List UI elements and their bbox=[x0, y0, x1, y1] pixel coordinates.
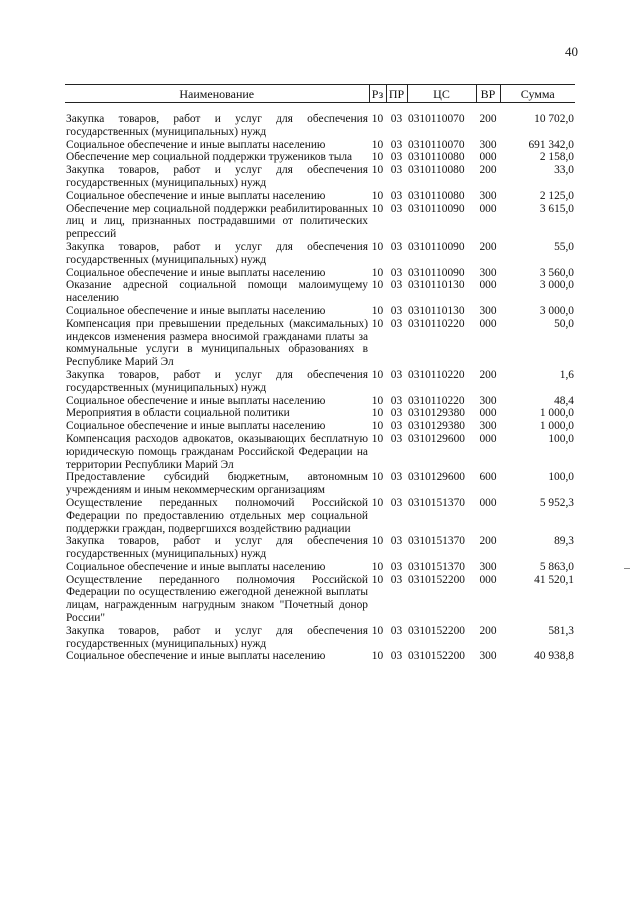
cell-pr: 03 bbox=[390, 202, 403, 215]
cell-name: Социальное обеспечение и иные выплаты населению bbox=[66, 304, 326, 317]
cell-cs: 0310110080 bbox=[408, 151, 465, 164]
table-row bbox=[65, 318, 575, 369]
cell-name: Компенсация расходов адвокатов, оказывающих бесплатную юридическую помощь гражданам Российской Федерации на территории Республики Марий Эл bbox=[66, 432, 368, 471]
cell-rz: 10 bbox=[371, 113, 384, 125]
cell-vr: 200 bbox=[479, 368, 497, 381]
cell-sum: 10 702,0 bbox=[534, 113, 574, 125]
table-row bbox=[65, 113, 575, 139]
cell-sum: 100,0 bbox=[548, 471, 574, 484]
cell-vr: 000 bbox=[479, 317, 497, 330]
cell-rz: 10 bbox=[371, 560, 384, 573]
table-row bbox=[65, 164, 575, 190]
cell-rz: 10 bbox=[371, 407, 384, 420]
cell-vr: 000 bbox=[479, 202, 497, 215]
cell-sum: 5 952,3 bbox=[539, 496, 574, 509]
cell-sum: 1 000,0 bbox=[539, 420, 574, 433]
table-row bbox=[65, 241, 575, 267]
cell-rz: 10 bbox=[371, 535, 384, 548]
header-rz: Рз bbox=[369, 85, 386, 103]
cell-name: Осуществление переданных полномочий Российской Федерации по предоставлению отдельных мер социальной поддержки граждан, подвергшихся воздействию радиации bbox=[66, 496, 368, 535]
margin-mark bbox=[624, 568, 630, 569]
cell-sum: 3 000,0 bbox=[539, 279, 574, 292]
cell-name: Закупка товаров, работ и услуг для обеспечения государственных (муниципальных) нужд bbox=[66, 240, 368, 266]
cell-name: Оказание адресной социальной помощи малоимущему населению bbox=[66, 279, 368, 305]
table-row bbox=[65, 279, 575, 305]
cell-cs: 0310110070 bbox=[408, 138, 465, 151]
header-pr: ПР bbox=[386, 85, 407, 103]
cell-pr: 03 bbox=[390, 650, 403, 663]
cell-vr: 300 bbox=[479, 560, 497, 573]
cell-name: Закупка товаров, работ и услуг для обеспечения государственных (муниципальных) нужд bbox=[66, 164, 368, 189]
cell-rz: 10 bbox=[371, 138, 384, 151]
cell-rz: 10 bbox=[371, 394, 384, 407]
cell-sum: 1,6 bbox=[559, 368, 574, 381]
cell-pr: 03 bbox=[390, 279, 403, 292]
cell-rz: 10 bbox=[371, 368, 384, 381]
cell-rz: 10 bbox=[371, 496, 384, 509]
table-row bbox=[65, 574, 575, 625]
cell-sum: 3 615,0 bbox=[539, 202, 574, 215]
cell-sum: 581,3 bbox=[548, 624, 574, 637]
cell-cs: 0310110220 bbox=[408, 368, 465, 381]
cell-sum: 100,0 bbox=[548, 432, 574, 445]
cell-sum: 50,0 bbox=[554, 317, 574, 330]
cell-cs: 0310152200 bbox=[408, 573, 465, 586]
table-row bbox=[65, 139, 575, 152]
cell-cs: 0310110090 bbox=[408, 240, 465, 253]
cell-vr: 000 bbox=[479, 432, 497, 445]
budget-table bbox=[65, 84, 575, 663]
cell-name: Закупка товаров, работ и услуг для обеспечения государственных (муниципальных) нужд bbox=[66, 368, 368, 394]
cell-vr: 200 bbox=[479, 113, 497, 125]
cell-sum: 48,4 bbox=[554, 394, 574, 407]
cell-pr: 03 bbox=[390, 394, 403, 407]
table-header-row bbox=[65, 85, 575, 103]
cell-cs: 0310110130 bbox=[408, 279, 465, 292]
table-row bbox=[65, 433, 575, 471]
cell-rz: 10 bbox=[371, 151, 384, 164]
cell-name: Социальное обеспечение и иные выплаты населению bbox=[66, 420, 326, 433]
table-row bbox=[65, 369, 575, 395]
cell-cs: 0310110220 bbox=[408, 317, 465, 330]
cell-pr: 03 bbox=[390, 151, 403, 164]
cell-cs: 0310110080 bbox=[408, 164, 465, 177]
table-row bbox=[65, 420, 575, 433]
page-number: 40 bbox=[565, 44, 578, 59]
cell-vr: 300 bbox=[479, 650, 497, 663]
table-row bbox=[65, 471, 575, 497]
cell-vr: 000 bbox=[479, 407, 497, 420]
cell-pr: 03 bbox=[390, 138, 403, 151]
cell-pr: 03 bbox=[390, 535, 403, 548]
cell-rz: 10 bbox=[371, 164, 384, 177]
cell-vr: 300 bbox=[479, 189, 497, 202]
cell-sum: 89,3 bbox=[554, 535, 574, 548]
cell-pr: 03 bbox=[390, 432, 403, 445]
cell-cs: 0310129600 bbox=[408, 471, 465, 484]
cell-rz: 10 bbox=[371, 624, 384, 637]
cell-rz: 10 bbox=[371, 202, 384, 215]
cell-cs: 0310129380 bbox=[408, 420, 465, 433]
cell-rz: 10 bbox=[371, 432, 384, 445]
cell-rz: 10 bbox=[371, 266, 384, 279]
header-cs: ЦС bbox=[407, 85, 476, 103]
cell-sum: 5 863,0 bbox=[539, 560, 574, 573]
header-name: Наименование bbox=[65, 85, 369, 103]
cell-sum: 55,0 bbox=[554, 240, 574, 253]
cell-sum: 33,0 bbox=[554, 164, 574, 177]
cell-sum: 40 938,8 bbox=[534, 650, 574, 663]
cell-rz: 10 bbox=[371, 471, 384, 484]
cell-rz: 10 bbox=[371, 650, 384, 663]
cell-cs: 0310110130 bbox=[408, 304, 465, 317]
cell-cs: 0310151370 bbox=[408, 496, 465, 509]
cell-sum: 1 000,0 bbox=[539, 407, 574, 420]
cell-pr: 03 bbox=[390, 317, 403, 330]
cell-name: Социальное обеспечение и иные выплаты населению bbox=[66, 394, 326, 407]
cell-cs: 0310151370 bbox=[408, 560, 465, 573]
cell-cs: 0310129380 bbox=[408, 407, 465, 420]
cell-cs: 0310152200 bbox=[408, 624, 465, 637]
table-row bbox=[65, 190, 575, 203]
cell-cs: 0310110090 bbox=[408, 266, 465, 279]
cell-pr: 03 bbox=[390, 368, 403, 381]
cell-name: Осуществление переданного полномочия Российской Федерации по осуществлению ежегодной денежной выплаты лицам, награжденным нагрудным знаком "Почетный донор России" bbox=[66, 573, 368, 625]
cell-name: Социальное обеспечение и иные выплаты населению bbox=[66, 138, 326, 151]
cell-vr: 000 bbox=[479, 573, 497, 586]
table-body bbox=[65, 113, 575, 663]
cell-vr: 300 bbox=[479, 304, 497, 317]
cell-vr: 600 bbox=[479, 471, 497, 484]
cell-sum: 691 342,0 bbox=[528, 138, 574, 151]
table-row bbox=[65, 561, 575, 574]
cell-vr: 000 bbox=[479, 496, 497, 509]
cell-pr: 03 bbox=[390, 496, 403, 509]
cell-vr: 300 bbox=[479, 266, 497, 279]
cell-vr: 200 bbox=[479, 164, 497, 177]
table-row bbox=[65, 535, 575, 561]
cell-pr: 03 bbox=[390, 266, 403, 279]
cell-sum: 2 158,0 bbox=[539, 151, 574, 164]
cell-name: Обеспечение мер социальной поддержки реабилитированных лиц и лиц, признанных пострадавшими от политических репрессий bbox=[66, 202, 368, 241]
cell-name: Закупка товаров, работ и услуг для обеспечения государственных (муниципальных) нужд bbox=[66, 535, 368, 561]
cell-pr: 03 bbox=[390, 420, 403, 433]
cell-rz: 10 bbox=[371, 240, 384, 253]
cell-sum: 2 125,0 bbox=[539, 189, 574, 202]
cell-rz: 10 bbox=[371, 420, 384, 433]
table-row bbox=[65, 625, 575, 651]
cell-rz: 10 bbox=[371, 573, 384, 586]
table-row bbox=[65, 650, 575, 663]
cell-vr: 200 bbox=[479, 535, 497, 548]
cell-name: Социальное обеспечение и иные выплаты населению bbox=[66, 266, 326, 279]
cell-name: Мероприятия в области социальной политики bbox=[66, 407, 290, 420]
cell-rz: 10 bbox=[371, 189, 384, 202]
cell-name: Обеспечение мер социальной поддержки тружеников тыла bbox=[66, 151, 353, 164]
cell-cs: 0310110090 bbox=[408, 202, 465, 215]
cell-vr: 000 bbox=[479, 151, 497, 164]
table-row bbox=[65, 151, 575, 164]
table-row bbox=[65, 407, 575, 420]
cell-cs: 0310151370 bbox=[408, 535, 465, 548]
cell-sum: 3 000,0 bbox=[539, 304, 574, 317]
cell-vr: 000 bbox=[479, 279, 497, 292]
cell-cs: 0310152200 bbox=[408, 650, 465, 663]
cell-name: Предоставление субсидий бюджетным, автономным учреждениям и иным некоммерческим организациям bbox=[66, 471, 368, 497]
cell-name: Социальное обеспечение и иные выплаты населению bbox=[66, 189, 326, 202]
cell-rz: 10 bbox=[371, 279, 384, 292]
cell-pr: 03 bbox=[390, 624, 403, 637]
cell-name: Социальное обеспечение и иные выплаты населению bbox=[66, 560, 326, 573]
cell-rz: 10 bbox=[371, 304, 384, 317]
cell-pr: 03 bbox=[390, 471, 403, 484]
cell-pr: 03 bbox=[390, 189, 403, 202]
cell-pr: 03 bbox=[390, 407, 403, 420]
table-row bbox=[65, 497, 575, 535]
table-row bbox=[65, 267, 575, 280]
cell-vr: 200 bbox=[479, 240, 497, 253]
cell-name: Компенсация при превышении предельных (максимальных) индексов изменения размера вносимой гражданами платы за коммунальные услуги в муниципальных образованиях в Республике Марий Эл bbox=[66, 317, 368, 369]
cell-vr: 300 bbox=[479, 420, 497, 433]
cell-vr: 200 bbox=[479, 624, 497, 637]
cell-rz: 10 bbox=[371, 317, 384, 330]
cell-pr: 03 bbox=[390, 240, 403, 253]
cell-vr: 300 bbox=[479, 394, 497, 407]
cell-sum: 41 520,1 bbox=[534, 573, 574, 586]
cell-pr: 03 bbox=[390, 164, 403, 177]
cell-cs: 0310110080 bbox=[408, 189, 465, 202]
cell-pr: 03 bbox=[390, 304, 403, 317]
cell-name: Закупка товаров, работ и услуг для обеспечения государственных (муниципальных) нужд bbox=[66, 113, 368, 138]
table-row bbox=[65, 203, 575, 241]
cell-pr: 03 bbox=[390, 573, 403, 586]
cell-pr: 03 bbox=[390, 113, 403, 125]
table-row bbox=[65, 305, 575, 318]
cell-cs: 0310110070 bbox=[408, 113, 465, 125]
cell-pr: 03 bbox=[390, 560, 403, 573]
header-sum: Сумма bbox=[500, 85, 575, 103]
table-row bbox=[65, 395, 575, 408]
cell-vr: 300 bbox=[479, 138, 497, 151]
cell-sum: 3 560,0 bbox=[539, 266, 574, 279]
cell-name: Закупка товаров, работ и услуг для обеспечения государственных (муниципальных) нужд bbox=[66, 624, 368, 650]
cell-cs: 0310110220 bbox=[408, 394, 465, 407]
cell-name: Социальное обеспечение и иные выплаты населению bbox=[66, 650, 326, 663]
cell-cs: 0310129600 bbox=[408, 432, 465, 445]
header-vr: ВР bbox=[476, 85, 500, 103]
